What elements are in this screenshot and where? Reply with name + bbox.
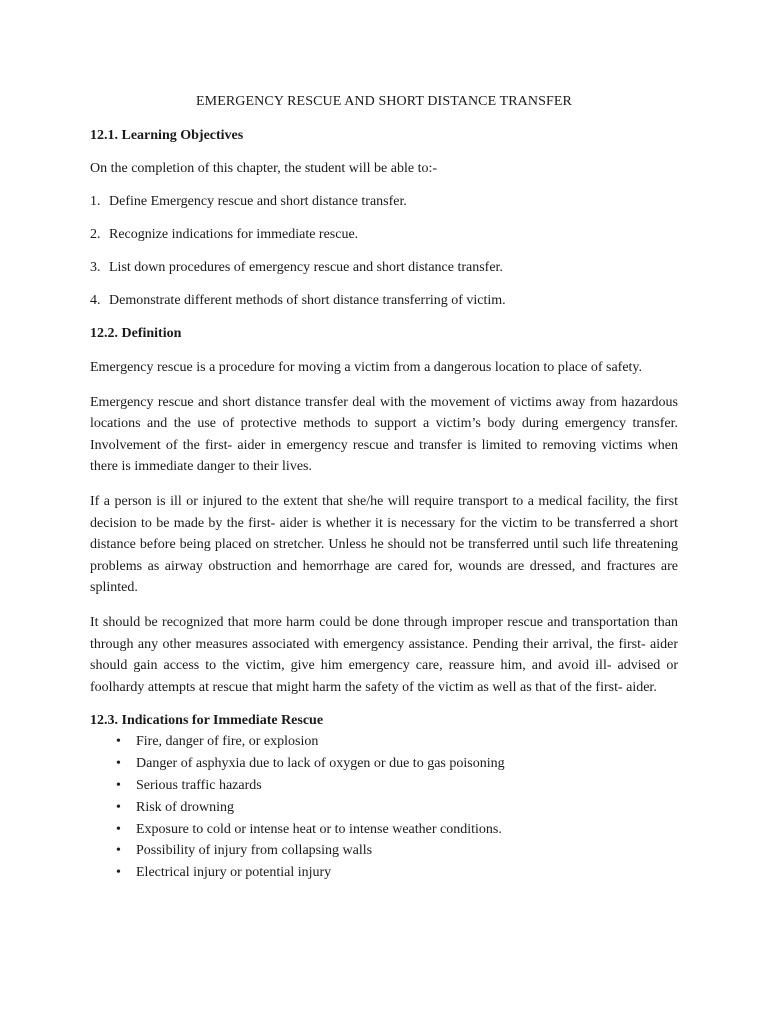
list-item-text: Risk of drowning <box>136 799 234 815</box>
bullet-icon: • <box>116 734 121 750</box>
list-item-number: 3. <box>90 260 101 275</box>
list-item-text: Exposure to cold or intense heat or to intense weather conditions. <box>136 821 502 837</box>
definition-paragraph: It should be recognized that more harm could be done through improper rescue and transportation than through any other measures associated with emergency assistance. Pending their arrival, the first- aider should gain access to the victim, give him emergency care, reassure him, and avoid ill- advised or foolhardy attempts at rescue that might harm the safety of the victim as well as that of the first- aider. <box>90 614 678 695</box>
list-item-text: Serious traffic hazards <box>136 777 262 793</box>
section-heading-definition: 12.2. Definition <box>90 326 182 341</box>
list-item <box>90 819 678 841</box>
list-item-text: Danger of asphyxia due to lack of oxygen or due to gas poisoning <box>136 756 505 772</box>
list-item <box>90 797 678 819</box>
list-item <box>90 862 678 884</box>
bullet-icon: • <box>116 799 121 815</box>
bullet-icon: • <box>116 821 121 837</box>
list-item-number: 1. <box>90 194 101 209</box>
indications-list <box>90 731 678 884</box>
list-item-text: Electrical injury or potential injury <box>136 865 332 881</box>
bullet-icon: • <box>116 865 121 881</box>
document-body <box>90 92 678 884</box>
document-title: EMERGENCY RESCUE AND SHORT DISTANCE TRANSFER <box>196 94 572 109</box>
list-item-text: Fire, danger of fire, or explosion <box>136 734 319 750</box>
list-item-text: Possibility of injury from collapsing walls <box>136 843 373 859</box>
list-item <box>90 731 678 753</box>
list-item <box>90 775 678 797</box>
list-item <box>90 840 678 862</box>
section-heading-indications: 12.3. Indications for Immediate Rescue <box>90 713 324 729</box>
list-item <box>90 753 678 775</box>
list-item-text: Define Emergency rescue and short distance transfer. <box>109 194 407 209</box>
definition-paragraph: If a person is ill or injured to the extent that she/he will require transport to a medical facility, the first decision to be made by the first- aider is whether it is necessary for the victim to be transferred a short distance before being placed on stretcher. Unless he should not be transferred until such life threatening problems as airway obstruction and hemorrhage are cared for, wounds are dressed, and fractures are splinted. <box>90 493 678 596</box>
objectives-intro: On the completion of this chapter, the student will be able to:- <box>90 161 438 176</box>
list-item-text: List down procedures of emergency rescue and short distance transfer. <box>109 260 503 275</box>
list-item-text: Demonstrate different methods of short distance transferring of victim. <box>109 293 506 308</box>
definition-paragraph: Emergency rescue and short distance transfer deal with the movement of victims away from hazardous locations and the use of protective methods to support a victim’s body during emergency transfer. Involvement of the first- aider in emergency rescue and transfer is limited to removing victims when there is immediate danger to their lives. <box>90 394 678 475</box>
list-item-number: 4. <box>90 293 101 308</box>
list-item-text: Recognize indications for immediate rescue. <box>109 227 359 242</box>
list-item <box>90 291 678 311</box>
list-item-number: 2. <box>90 227 101 242</box>
list-item <box>90 192 678 212</box>
bullet-icon: • <box>116 756 121 772</box>
definition-paragraph: Emergency rescue is a procedure for moving a victim from a dangerous location to place of safety. <box>90 360 643 375</box>
list-item <box>90 225 678 245</box>
list-item <box>90 258 678 278</box>
objectives-list <box>90 192 678 311</box>
bullet-icon: • <box>116 843 121 859</box>
section-heading-learning-objectives: 12.1. Learning Objectives <box>90 128 244 143</box>
bullet-icon: • <box>116 777 121 793</box>
